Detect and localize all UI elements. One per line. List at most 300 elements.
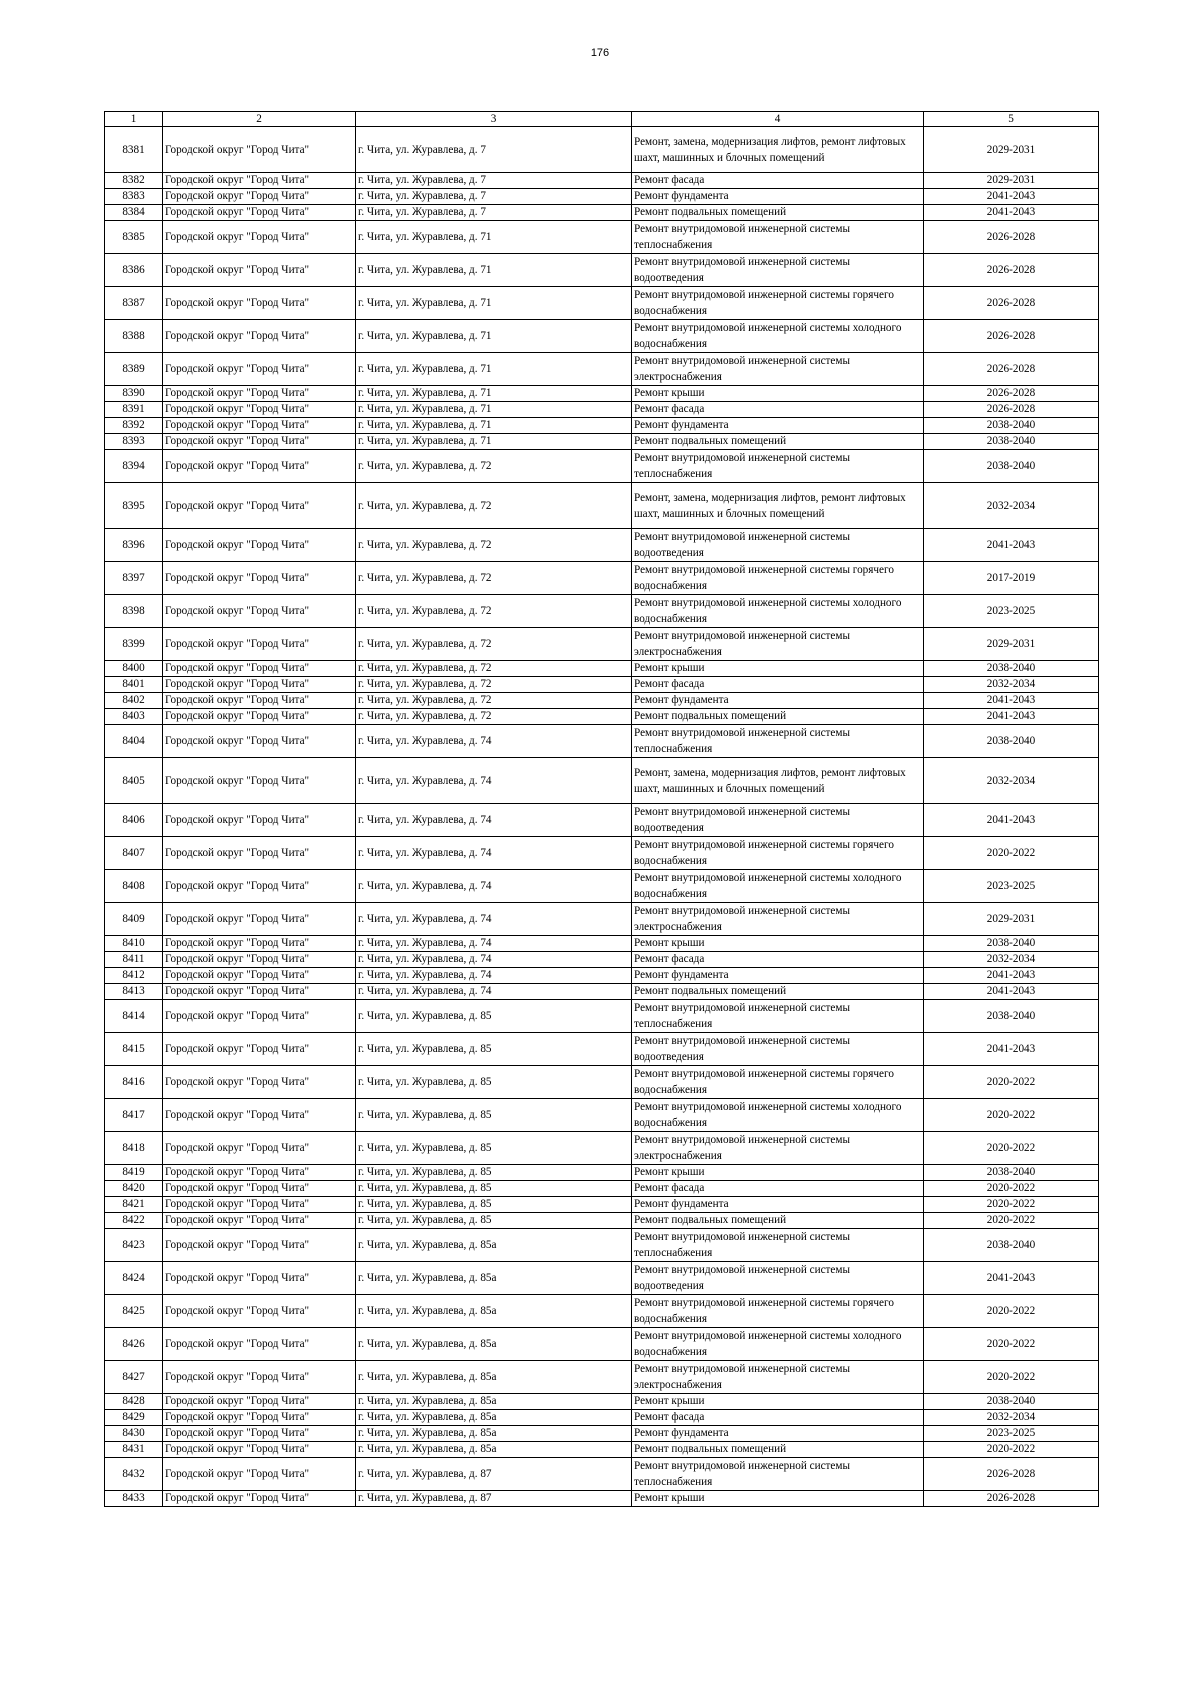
table-row	[105, 353, 1099, 386]
row-number-cell: 8430	[105, 1426, 163, 1442]
row-number-cell: 8381	[105, 127, 163, 173]
period-cell: 2029-2031	[924, 127, 1099, 173]
period-cell: 2020-2022	[924, 1213, 1099, 1229]
address-cell: г. Чита, ул. Журавлева, д. 85	[356, 1099, 632, 1132]
row-number-cell: 8414	[105, 1000, 163, 1033]
table-row	[105, 709, 1099, 725]
address-cell: г. Чита, ул. Журавлева, д. 7	[356, 189, 632, 205]
work-type-cell: Ремонт, замена, модернизация лифтов, ремонт лифтовых шахт, машинных и блочных помещений	[632, 758, 924, 804]
row-number-cell: 8399	[105, 628, 163, 661]
municipality-cell: Городской округ "Город Чита"	[163, 1099, 356, 1132]
table-row	[105, 1213, 1099, 1229]
table-row	[105, 968, 1099, 984]
municipality-cell: Городской округ "Город Чита"	[163, 936, 356, 952]
row-number-cell: 8389	[105, 353, 163, 386]
municipality-cell: Городской округ "Город Чита"	[163, 353, 356, 386]
header-cell: 2	[163, 112, 356, 127]
work-type-cell: Ремонт внутридомовой инженерной системы водоотведения	[632, 529, 924, 562]
table-row	[105, 189, 1099, 205]
address-cell: г. Чита, ул. Журавлева, д. 72	[356, 628, 632, 661]
row-number-cell: 8387	[105, 287, 163, 320]
municipality-cell: Городской округ "Город Чита"	[163, 661, 356, 677]
work-type-cell: Ремонт внутридомовой инженерной системы горячего водоснабжения	[632, 562, 924, 595]
work-type-cell: Ремонт внутридомовой инженерной системы холодного водоснабжения	[632, 870, 924, 903]
table-row	[105, 402, 1099, 418]
address-cell: г. Чита, ул. Журавлева, д. 74	[356, 952, 632, 968]
period-cell: 2020-2022	[924, 837, 1099, 870]
municipality-cell: Городской округ "Город Чита"	[163, 1491, 356, 1507]
work-type-cell: Ремонт крыши	[632, 386, 924, 402]
address-cell: г. Чита, ул. Журавлева, д. 74	[356, 758, 632, 804]
table-row	[105, 386, 1099, 402]
work-type-cell: Ремонт подвальных помещений	[632, 205, 924, 221]
period-cell: 2020-2022	[924, 1197, 1099, 1213]
work-type-cell: Ремонт фасада	[632, 1181, 924, 1197]
row-number-cell: 8427	[105, 1361, 163, 1394]
address-cell: г. Чита, ул. Журавлева, д. 74	[356, 903, 632, 936]
municipality-cell: Городской округ "Город Чита"	[163, 1328, 356, 1361]
address-cell: г. Чита, ул. Журавлева, д. 72	[356, 709, 632, 725]
address-cell: г. Чита, ул. Журавлева, д. 72	[356, 661, 632, 677]
address-cell: г. Чита, ул. Журавлева, д. 74	[356, 804, 632, 837]
address-cell: г. Чита, ул. Журавлева, д. 85	[356, 1132, 632, 1165]
row-number-cell: 8419	[105, 1165, 163, 1181]
municipality-cell: Городской округ "Город Чита"	[163, 837, 356, 870]
period-cell: 2038-2040	[924, 434, 1099, 450]
municipality-cell: Городской округ "Город Чита"	[163, 562, 356, 595]
row-number-cell: 8415	[105, 1033, 163, 1066]
municipality-cell: Городской округ "Город Чита"	[163, 725, 356, 758]
period-cell: 2020-2022	[924, 1328, 1099, 1361]
period-cell: 2038-2040	[924, 661, 1099, 677]
municipality-cell: Городской округ "Город Чита"	[163, 127, 356, 173]
table-row	[105, 483, 1099, 529]
address-cell: г. Чита, ул. Журавлева, д. 72	[356, 483, 632, 529]
capital-repair-table	[104, 111, 1099, 1507]
period-cell: 2020-2022	[924, 1132, 1099, 1165]
period-cell: 2041-2043	[924, 529, 1099, 562]
municipality-cell: Городской округ "Город Чита"	[163, 287, 356, 320]
address-cell: г. Чита, ул. Журавлева, д. 71	[356, 353, 632, 386]
municipality-cell: Городской округ "Город Чита"	[163, 434, 356, 450]
address-cell: г. Чита, ул. Журавлева, д. 85	[356, 1165, 632, 1181]
row-number-cell: 8429	[105, 1410, 163, 1426]
municipality-cell: Городской округ "Город Чита"	[163, 1229, 356, 1262]
row-number-cell: 8406	[105, 804, 163, 837]
period-cell: 2023-2025	[924, 595, 1099, 628]
address-cell: г. Чита, ул. Журавлева, д. 71	[356, 418, 632, 434]
row-number-cell: 8392	[105, 418, 163, 434]
address-cell: г. Чита, ул. Журавлева, д. 85	[356, 1000, 632, 1033]
address-cell: г. Чита, ул. Журавлева, д. 85а	[356, 1328, 632, 1361]
row-number-cell: 8422	[105, 1213, 163, 1229]
period-cell: 2032-2034	[924, 483, 1099, 529]
municipality-cell: Городской округ "Город Чита"	[163, 984, 356, 1000]
row-number-cell: 8408	[105, 870, 163, 903]
work-type-cell: Ремонт внутридомовой инженерной системы электроснабжения	[632, 628, 924, 661]
municipality-cell: Городской округ "Город Чита"	[163, 903, 356, 936]
column-number-header	[105, 112, 1099, 127]
work-type-cell: Ремонт фундамента	[632, 1426, 924, 1442]
address-cell: г. Чита, ул. Журавлева, д. 85а	[356, 1361, 632, 1394]
table-row	[105, 529, 1099, 562]
table-row	[105, 1165, 1099, 1181]
row-number-cell: 8401	[105, 677, 163, 693]
row-number-cell: 8400	[105, 661, 163, 677]
period-cell: 2038-2040	[924, 936, 1099, 952]
address-cell: г. Чита, ул. Журавлева, д. 71	[356, 221, 632, 254]
municipality-cell: Городской округ "Город Чита"	[163, 173, 356, 189]
work-type-cell: Ремонт фасада	[632, 1410, 924, 1426]
table-row	[105, 1229, 1099, 1262]
address-cell: г. Чита, ул. Журавлева, д. 71	[356, 386, 632, 402]
period-cell: 2041-2043	[924, 693, 1099, 709]
table-body	[105, 127, 1099, 1507]
municipality-cell: Городской округ "Город Чита"	[163, 693, 356, 709]
address-cell: г. Чита, ул. Журавлева, д. 85	[356, 1197, 632, 1213]
period-cell: 2038-2040	[924, 1229, 1099, 1262]
address-cell: г. Чита, ул. Журавлева, д. 72	[356, 693, 632, 709]
period-cell: 2032-2034	[924, 952, 1099, 968]
period-cell: 2041-2043	[924, 205, 1099, 221]
work-type-cell: Ремонт, замена, модернизация лифтов, ремонт лифтовых шахт, машинных и блочных помещений	[632, 127, 924, 173]
address-cell: г. Чита, ул. Журавлева, д. 87	[356, 1491, 632, 1507]
work-type-cell: Ремонт внутридомовой инженерной системы электроснабжения	[632, 353, 924, 386]
work-type-cell: Ремонт внутридомовой инженерной системы горячего водоснабжения	[632, 287, 924, 320]
address-cell: г. Чита, ул. Журавлева, д. 7	[356, 173, 632, 189]
address-cell: г. Чита, ул. Журавлева, д. 74	[356, 936, 632, 952]
period-cell: 2026-2028	[924, 287, 1099, 320]
work-type-cell: Ремонт фундамента	[632, 189, 924, 205]
table-row	[105, 1458, 1099, 1491]
table-row	[105, 1033, 1099, 1066]
municipality-cell: Городской округ "Город Чита"	[163, 1165, 356, 1181]
table-row	[105, 127, 1099, 173]
table-row	[105, 1426, 1099, 1442]
table-row	[105, 562, 1099, 595]
period-cell: 2023-2025	[924, 1426, 1099, 1442]
table-row	[105, 450, 1099, 483]
row-number-cell: 8383	[105, 189, 163, 205]
table-row	[105, 677, 1099, 693]
row-number-cell: 8421	[105, 1197, 163, 1213]
municipality-cell: Городской округ "Город Чита"	[163, 1197, 356, 1213]
work-type-cell: Ремонт внутридомовой инженерной системы холодного водоснабжения	[632, 1099, 924, 1132]
table-row	[105, 1295, 1099, 1328]
table-row	[105, 984, 1099, 1000]
work-type-cell: Ремонт внутридомовой инженерной системы холодного водоснабжения	[632, 595, 924, 628]
row-number-cell: 8417	[105, 1099, 163, 1132]
work-type-cell: Ремонт внутридомовой инженерной системы теплоснабжения	[632, 1458, 924, 1491]
address-cell: г. Чита, ул. Журавлева, д. 87	[356, 1458, 632, 1491]
row-number-cell: 8412	[105, 968, 163, 984]
table-row	[105, 287, 1099, 320]
address-cell: г. Чита, ул. Журавлева, д. 85а	[356, 1410, 632, 1426]
table-row	[105, 320, 1099, 353]
work-type-cell: Ремонт подвальных помещений	[632, 1442, 924, 1458]
row-number-cell: 8385	[105, 221, 163, 254]
address-cell: г. Чита, ул. Журавлева, д. 7	[356, 127, 632, 173]
table-row	[105, 254, 1099, 287]
row-number-cell: 8384	[105, 205, 163, 221]
period-cell: 2020-2022	[924, 1181, 1099, 1197]
address-cell: г. Чита, ул. Журавлева, д. 85	[356, 1181, 632, 1197]
row-number-cell: 8407	[105, 837, 163, 870]
address-cell: г. Чита, ул. Журавлева, д. 74	[356, 984, 632, 1000]
table-row	[105, 758, 1099, 804]
work-type-cell: Ремонт подвальных помещений	[632, 984, 924, 1000]
period-cell: 2026-2028	[924, 1491, 1099, 1507]
work-type-cell: Ремонт фасада	[632, 677, 924, 693]
row-number-cell: 8394	[105, 450, 163, 483]
address-cell: г. Чита, ул. Журавлева, д. 72	[356, 562, 632, 595]
period-cell: 2026-2028	[924, 320, 1099, 353]
period-cell: 2026-2028	[924, 402, 1099, 418]
row-number-cell: 8413	[105, 984, 163, 1000]
municipality-cell: Городской округ "Город Чита"	[163, 386, 356, 402]
table-row	[105, 870, 1099, 903]
work-type-cell: Ремонт внутридомовой инженерной системы холодного водоснабжения	[632, 320, 924, 353]
table-row	[105, 1197, 1099, 1213]
table-row	[105, 628, 1099, 661]
period-cell: 2038-2040	[924, 1165, 1099, 1181]
municipality-cell: Городской округ "Город Чита"	[163, 677, 356, 693]
municipality-cell: Городской округ "Город Чита"	[163, 1132, 356, 1165]
address-cell: г. Чита, ул. Журавлева, д. 85	[356, 1033, 632, 1066]
row-number-cell: 8386	[105, 254, 163, 287]
work-type-cell: Ремонт крыши	[632, 1394, 924, 1410]
address-cell: г. Чита, ул. Журавлева, д. 7	[356, 205, 632, 221]
work-type-cell: Ремонт фасада	[632, 402, 924, 418]
row-number-cell: 8382	[105, 173, 163, 189]
table-row	[105, 1099, 1099, 1132]
period-cell: 2041-2043	[924, 804, 1099, 837]
row-number-cell: 8388	[105, 320, 163, 353]
period-cell: 2020-2022	[924, 1361, 1099, 1394]
address-cell: г. Чита, ул. Журавлева, д. 72	[356, 677, 632, 693]
work-type-cell: Ремонт подвальных помещений	[632, 1213, 924, 1229]
municipality-cell: Городской округ "Город Чита"	[163, 1066, 356, 1099]
row-number-cell: 8424	[105, 1262, 163, 1295]
work-type-cell: Ремонт, замена, модернизация лифтов, ремонт лифтовых шахт, машинных и блочных помещений	[632, 483, 924, 529]
address-cell: г. Чита, ул. Журавлева, д. 74	[356, 870, 632, 903]
address-cell: г. Чита, ул. Журавлева, д. 71	[356, 320, 632, 353]
period-cell: 2041-2043	[924, 1262, 1099, 1295]
address-cell: г. Чита, ул. Журавлева, д. 71	[356, 254, 632, 287]
address-cell: г. Чита, ул. Журавлева, д. 85а	[356, 1262, 632, 1295]
period-cell: 2041-2043	[924, 968, 1099, 984]
work-type-cell: Ремонт фасада	[632, 952, 924, 968]
address-cell: г. Чита, ул. Журавлева, д. 85	[356, 1066, 632, 1099]
municipality-cell: Городской округ "Город Чита"	[163, 870, 356, 903]
work-type-cell: Ремонт внутридомовой инженерной системы электроснабжения	[632, 1361, 924, 1394]
address-cell: г. Чита, ул. Журавлева, д. 85	[356, 1213, 632, 1229]
period-cell: 2020-2022	[924, 1442, 1099, 1458]
period-cell: 2029-2031	[924, 903, 1099, 936]
work-type-cell: Ремонт внутридомовой инженерной системы горячего водоснабжения	[632, 1295, 924, 1328]
table-row	[105, 693, 1099, 709]
row-number-cell: 8404	[105, 725, 163, 758]
municipality-cell: Городской округ "Город Чита"	[163, 1394, 356, 1410]
row-number-cell: 8393	[105, 434, 163, 450]
municipality-cell: Городской округ "Город Чита"	[163, 483, 356, 529]
period-cell: 2038-2040	[924, 1394, 1099, 1410]
period-cell: 2041-2043	[924, 1033, 1099, 1066]
work-type-cell: Ремонт крыши	[632, 1165, 924, 1181]
period-cell: 2020-2022	[924, 1066, 1099, 1099]
work-type-cell: Ремонт внутридомовой инженерной системы водоотведения	[632, 804, 924, 837]
row-number-cell: 8416	[105, 1066, 163, 1099]
table-row	[105, 903, 1099, 936]
row-number-cell: 8396	[105, 529, 163, 562]
header-cell: 1	[105, 112, 163, 127]
table-row	[105, 661, 1099, 677]
table-row	[105, 1361, 1099, 1394]
row-number-cell: 8425	[105, 1295, 163, 1328]
table-row	[105, 1491, 1099, 1507]
period-cell: 2020-2022	[924, 1295, 1099, 1328]
address-cell: г. Чита, ул. Журавлева, д. 72	[356, 595, 632, 628]
address-cell: г. Чита, ул. Журавлева, д. 71	[356, 287, 632, 320]
row-number-cell: 8405	[105, 758, 163, 804]
header-cell: 5	[924, 112, 1099, 127]
period-cell: 2026-2028	[924, 1458, 1099, 1491]
page-number: 176	[590, 47, 610, 59]
work-type-cell: Ремонт подвальных помещений	[632, 434, 924, 450]
municipality-cell: Городской округ "Город Чита"	[163, 804, 356, 837]
table-row	[105, 1328, 1099, 1361]
row-number-cell: 8426	[105, 1328, 163, 1361]
row-number-cell: 8402	[105, 693, 163, 709]
work-type-cell: Ремонт фундамента	[632, 418, 924, 434]
work-type-cell: Ремонт фундамента	[632, 1197, 924, 1213]
address-cell: г. Чита, ул. Журавлева, д. 74	[356, 968, 632, 984]
address-cell: г. Чита, ул. Журавлева, д. 85а	[356, 1426, 632, 1442]
municipality-cell: Городской округ "Город Чита"	[163, 320, 356, 353]
row-number-cell: 8390	[105, 386, 163, 402]
address-cell: г. Чита, ул. Журавлева, д. 72	[356, 529, 632, 562]
row-number-cell: 8403	[105, 709, 163, 725]
table-row	[105, 1442, 1099, 1458]
municipality-cell: Городской округ "Город Чита"	[163, 205, 356, 221]
table-row	[105, 1000, 1099, 1033]
row-number-cell: 8409	[105, 903, 163, 936]
period-cell: 2029-2031	[924, 628, 1099, 661]
table-row	[105, 1410, 1099, 1426]
row-number-cell: 8431	[105, 1442, 163, 1458]
work-type-cell: Ремонт внутридомовой инженерной системы горячего водоснабжения	[632, 837, 924, 870]
municipality-cell: Городской округ "Город Чита"	[163, 709, 356, 725]
municipality-cell: Городской округ "Город Чита"	[163, 189, 356, 205]
municipality-cell: Городской округ "Город Чита"	[163, 595, 356, 628]
municipality-cell: Городской округ "Город Чита"	[163, 628, 356, 661]
work-type-cell: Ремонт фундамента	[632, 968, 924, 984]
address-cell: г. Чита, ул. Журавлева, д. 71	[356, 402, 632, 418]
table-row	[105, 1132, 1099, 1165]
row-number-cell: 8410	[105, 936, 163, 952]
work-type-cell: Ремонт внутридомовой инженерной системы теплоснабжения	[632, 221, 924, 254]
row-number-cell: 8418	[105, 1132, 163, 1165]
table-row	[105, 1394, 1099, 1410]
table-row	[105, 837, 1099, 870]
work-type-cell: Ремонт крыши	[632, 661, 924, 677]
period-cell: 2032-2034	[924, 758, 1099, 804]
work-type-cell: Ремонт внутридомовой инженерной системы теплоснабжения	[632, 725, 924, 758]
header-cell: 4	[632, 112, 924, 127]
work-type-cell: Ремонт внутридомовой инженерной системы холодного водоснабжения	[632, 1328, 924, 1361]
municipality-cell: Городской округ "Город Чита"	[163, 1458, 356, 1491]
address-cell: г. Чита, ул. Журавлева, д. 85а	[356, 1442, 632, 1458]
address-cell: г. Чита, ул. Журавлева, д. 72	[356, 450, 632, 483]
work-type-cell: Ремонт внутридомовой инженерной системы водоотведения	[632, 1033, 924, 1066]
period-cell: 2032-2034	[924, 1410, 1099, 1426]
period-cell: 2038-2040	[924, 725, 1099, 758]
period-cell: 2020-2022	[924, 1099, 1099, 1132]
table-row	[105, 434, 1099, 450]
period-cell: 2038-2040	[924, 450, 1099, 483]
table-row	[105, 1181, 1099, 1197]
work-type-cell: Ремонт внутридомовой инженерной системы водоотведения	[632, 1262, 924, 1295]
period-cell: 2038-2040	[924, 1000, 1099, 1033]
table-row	[105, 205, 1099, 221]
municipality-cell: Городской округ "Город Чита"	[163, 1426, 356, 1442]
period-cell: 2041-2043	[924, 189, 1099, 205]
table-row	[105, 173, 1099, 189]
municipality-cell: Городской округ "Город Чита"	[163, 758, 356, 804]
period-cell: 2026-2028	[924, 386, 1099, 402]
row-number-cell: 8420	[105, 1181, 163, 1197]
period-cell: 2032-2034	[924, 677, 1099, 693]
work-type-cell: Ремонт фундамента	[632, 693, 924, 709]
row-number-cell: 8411	[105, 952, 163, 968]
table-row	[105, 952, 1099, 968]
work-type-cell: Ремонт внутридомовой инженерной системы теплоснабжения	[632, 450, 924, 483]
work-type-cell: Ремонт внутридомовой инженерной системы теплоснабжения	[632, 1229, 924, 1262]
row-number-cell: 8395	[105, 483, 163, 529]
municipality-cell: Городской округ "Город Чита"	[163, 968, 356, 984]
table-row	[105, 1066, 1099, 1099]
address-cell: г. Чита, ул. Журавлева, д. 85а	[356, 1229, 632, 1262]
municipality-cell: Городской округ "Город Чита"	[163, 529, 356, 562]
address-cell: г. Чита, ул. Журавлева, д. 71	[356, 434, 632, 450]
row-number-cell: 8428	[105, 1394, 163, 1410]
work-type-cell: Ремонт внутридомовой инженерной системы электроснабжения	[632, 1132, 924, 1165]
municipality-cell: Городской округ "Город Чита"	[163, 1000, 356, 1033]
municipality-cell: Городской округ "Город Чита"	[163, 1410, 356, 1426]
municipality-cell: Городской округ "Город Чита"	[163, 254, 356, 287]
period-cell: 2023-2025	[924, 870, 1099, 903]
municipality-cell: Городской округ "Город Чита"	[163, 1033, 356, 1066]
address-cell: г. Чита, ул. Журавлева, д. 85а	[356, 1394, 632, 1410]
work-type-cell: Ремонт подвальных помещений	[632, 709, 924, 725]
work-type-cell: Ремонт крыши	[632, 1491, 924, 1507]
municipality-cell: Городской округ "Город Чита"	[163, 1361, 356, 1394]
work-type-cell: Ремонт внутридомовой инженерной системы горячего водоснабжения	[632, 1066, 924, 1099]
work-type-cell: Ремонт внутридомовой инженерной системы теплоснабжения	[632, 1000, 924, 1033]
row-number-cell: 8391	[105, 402, 163, 418]
table-row	[105, 595, 1099, 628]
table-row	[105, 804, 1099, 837]
table-row	[105, 221, 1099, 254]
row-number-cell: 8433	[105, 1491, 163, 1507]
row-number-cell: 8398	[105, 595, 163, 628]
period-cell: 2041-2043	[924, 709, 1099, 725]
period-cell: 2026-2028	[924, 353, 1099, 386]
municipality-cell: Городской округ "Город Чита"	[163, 1213, 356, 1229]
table-row	[105, 936, 1099, 952]
period-cell: 2026-2028	[924, 221, 1099, 254]
municipality-cell: Городской округ "Город Чита"	[163, 1262, 356, 1295]
